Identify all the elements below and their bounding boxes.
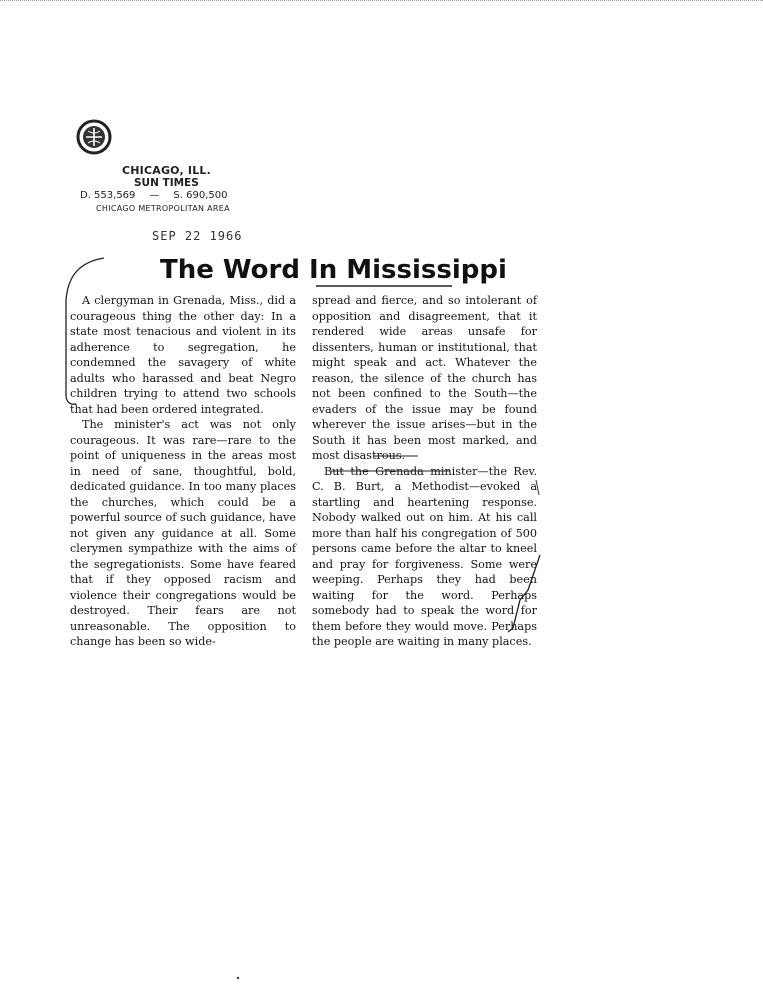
city-label: CHICAGO, ILL. xyxy=(122,164,211,177)
circulation-separator: — xyxy=(149,190,160,201)
circulation-line xyxy=(80,190,227,201)
daily-circulation: D. 553,569 xyxy=(80,190,136,201)
circulation-area: CHICAGO METROPOLITAN AREA xyxy=(96,204,230,213)
article-headline: The Word In Mississippi xyxy=(160,255,507,285)
article-paragraph: But the Grenada minister—the Rev. C. B. Burt, a Methodist—evoked a startling and heartening response. Nobody walked out on him. At his call more than half his congregation of 500 persons came before the altar to kneel and pray for forgiveness. Some were weeping. Perhaps they had been waiting for the word. Perhaps somebody had to speak the word for them before they would move. Perhaps the people are waiting in many places. xyxy=(312,464,537,648)
article-paragraph: The minister's act was not only courageous. It was rare—rare to the point of uniqueness in the areas most in need of sane, thoughtful, bold, dedicated guidance. In too many places the churches, which could be a powerful source of such guidance, have not given any guidance at all. Some clerymen sympathize with the aims of the segregationists. Some have feared that if they opposed racism and violence their congregations would be destroyed. Their fears are not unreasonable. The opposition to change has been so wide- xyxy=(70,418,296,648)
article-column-1 xyxy=(70,293,296,650)
newspaper-name: SUN TIMES xyxy=(134,177,199,189)
article-paragraph: spread and fierce, and so intolerant of opposition and disagreement, that it rendered wide areas unsafe for dissenters, human or institutional, that might speak and act. Whatever the reason, the silence of the church has not been confined to the South—the evaders of the issue may be found wherever the issue arises—but in the South it has been most marked, and most disastrous. xyxy=(312,294,537,462)
sunday-circulation: S. 690,500 xyxy=(173,190,228,201)
clipping-bureau-seal-icon xyxy=(76,119,112,155)
stray-mark xyxy=(237,977,239,979)
article-paragraph: A clergyman in Grenada, Miss., did a courageous thing the other day: In a state most tenacious and violent in its adherence to segregation, he condemned the savagery of white adults who harassed and beat Negro children trying to attend two schools that had been ordered integrated. xyxy=(70,294,296,416)
date-stamp: SEP 22 1966 xyxy=(152,229,243,243)
article-column-2 xyxy=(312,293,537,650)
page-top-edge xyxy=(0,0,763,1)
